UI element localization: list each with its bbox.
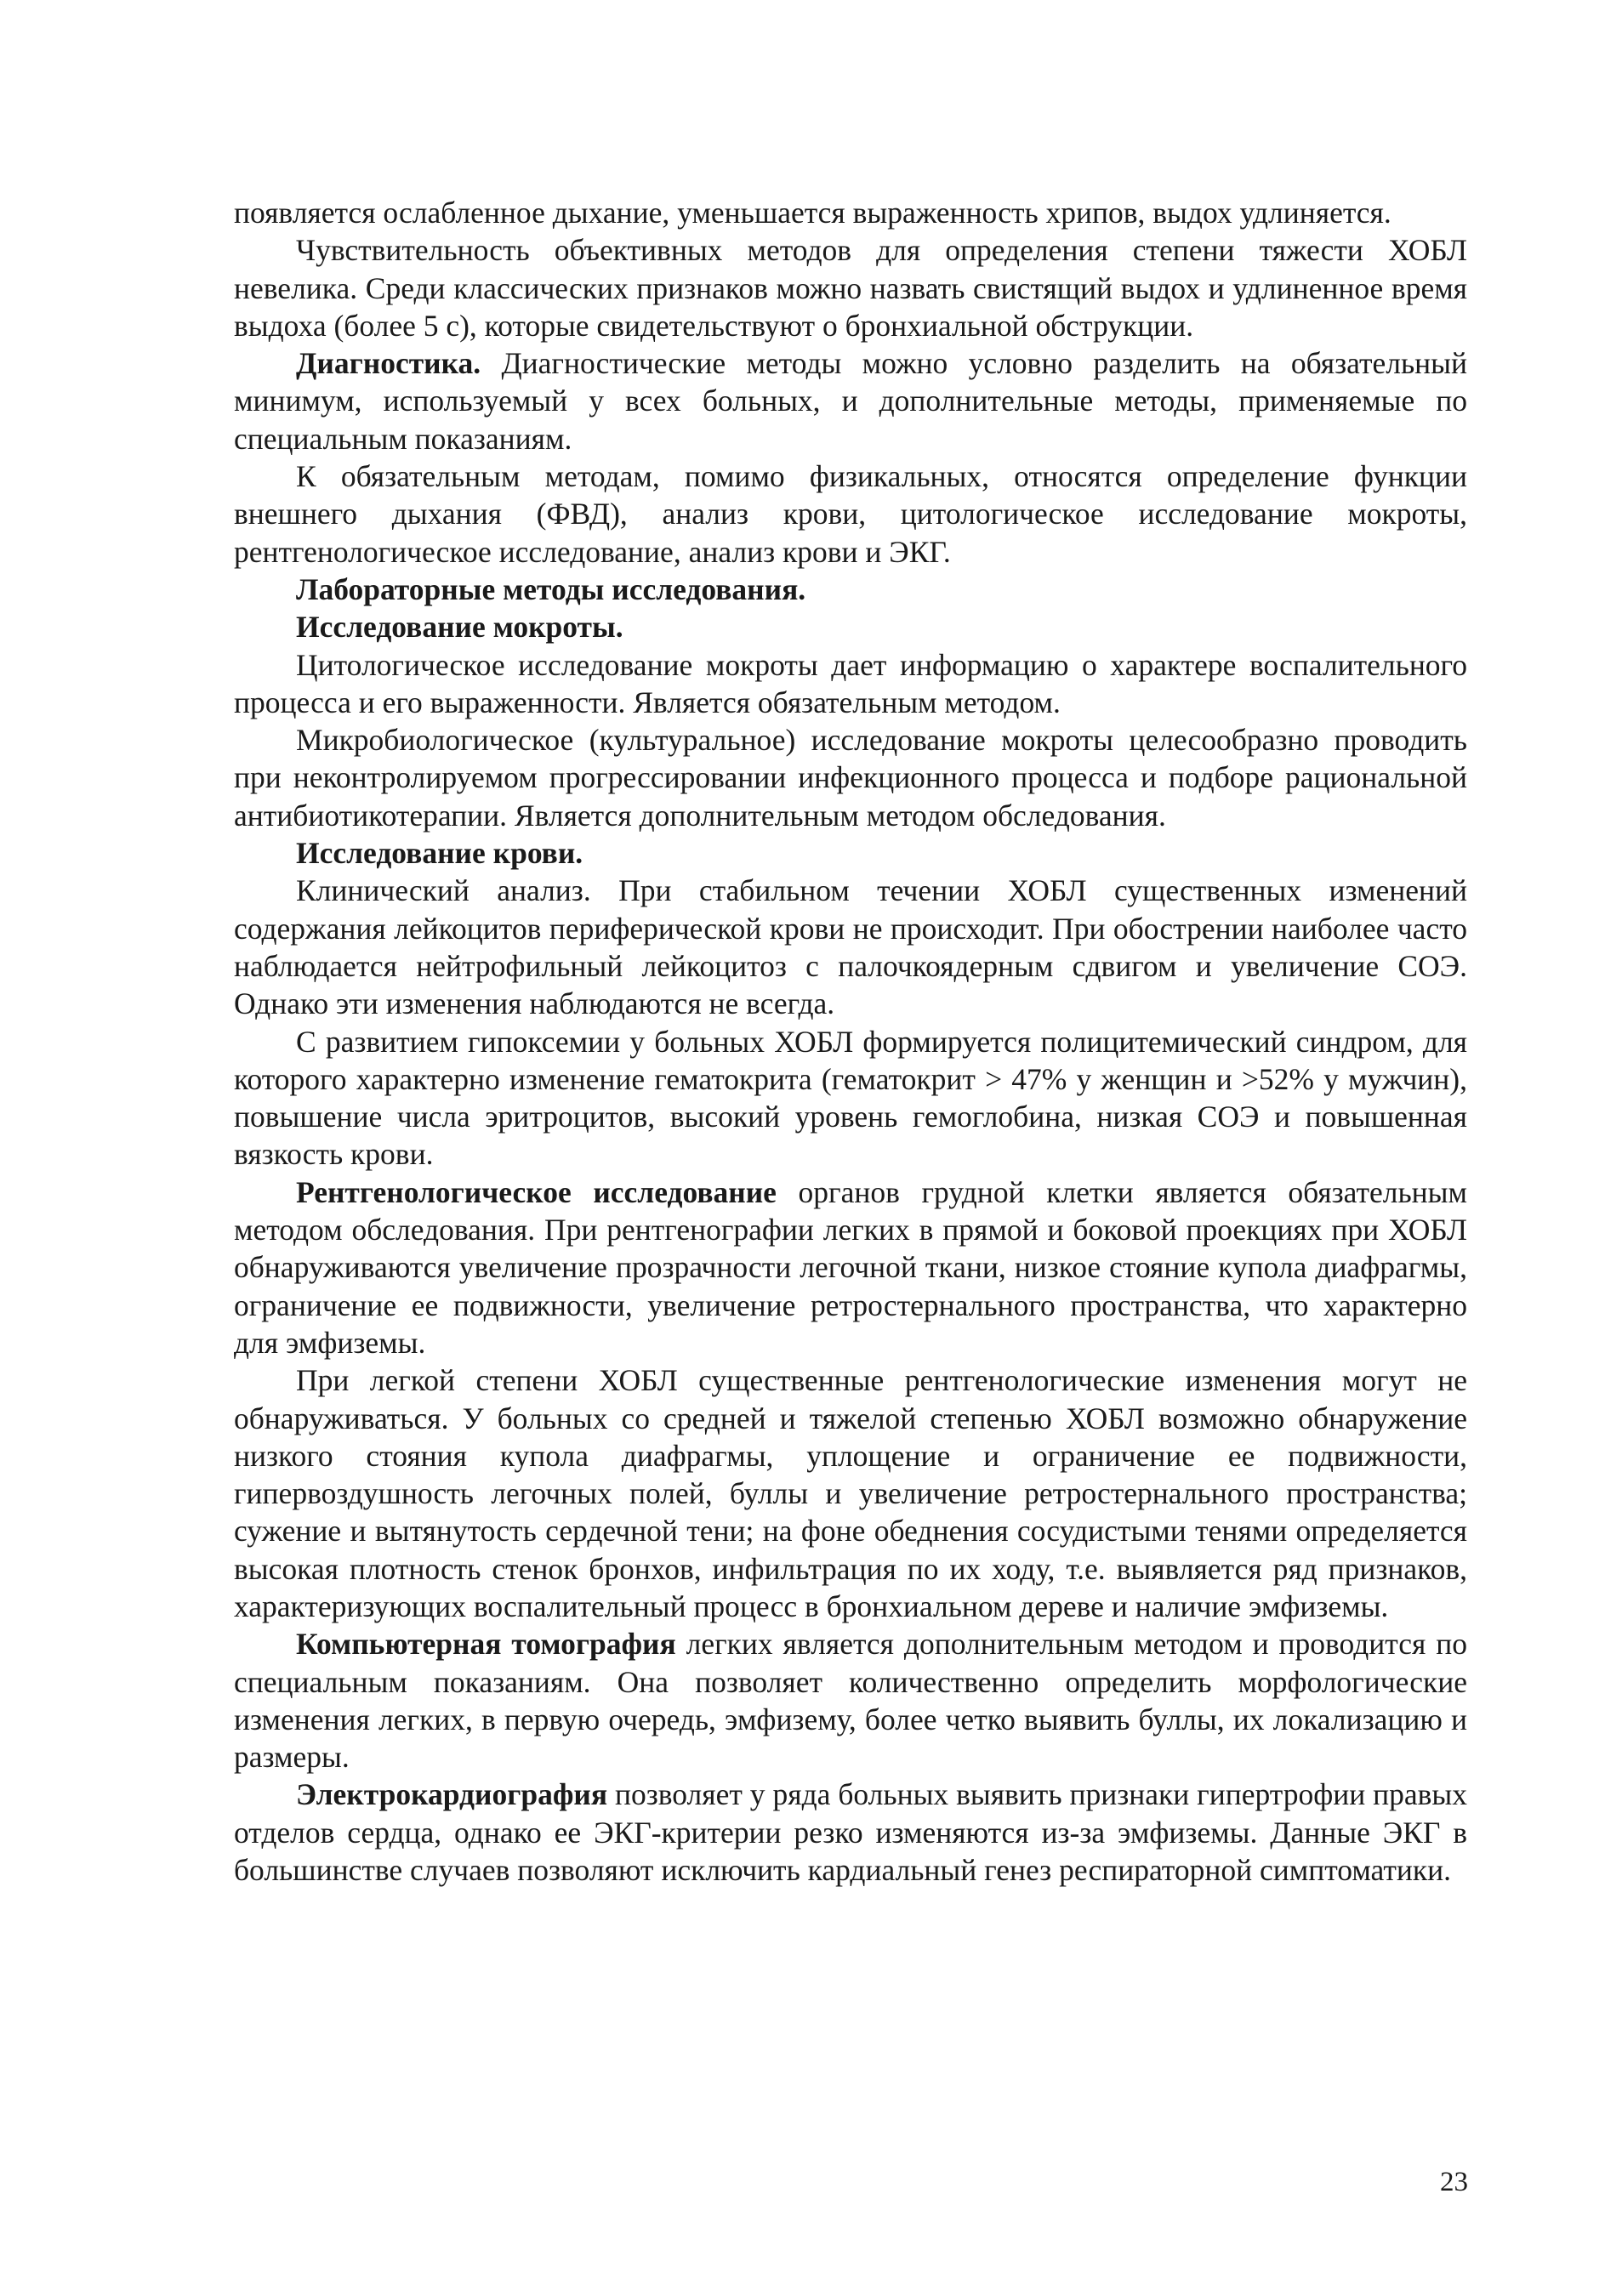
- paragraph-ct: Компьютерная томография легких является дополнительным методом и проводится по специальным показаниям. Она позволяет количественно определить морфологические изменения легких, в первую очередь, эмфизему, более четко выявить буллы, их локализацию и размеры.: [234, 1627, 1467, 1775]
- paragraph-cytology: Цитологическое исследование мокроты дает информацию о характере воспалительного процесса и его выраженности. Является обязательным методом.: [234, 647, 1467, 719]
- paragraph-continuation: появляется ослабленное дыхание, уменьшается выраженность хрипов, выдох удлиняется.: [234, 196, 1392, 230]
- paragraph-radiology: Рентгенологическое исследование органов грудной клетки является обязательным методом обследования. При рентгенографии легких в прямой и боковой проекциях при ХОБЛ обнаруживаются увеличение прозрачности легочной ткани, низкое стояние купола диафрагмы, ограничение ее подвижности, увеличение ретростернального пространства, что характерно для эмфиземы.: [234, 1174, 1467, 1360]
- heading-sputum-study: Исследование мокроты.: [296, 610, 623, 645]
- paragraph-sensitivity: Чувствительность объективных методов для определения степени тяжести ХОБЛ невелика. Среди классических признаков можно назвать свистящий выдох и удлиненное время выдоха (более 5 с), которые свидетельствуют о бронхиальной обструкции.: [234, 233, 1467, 343]
- paragraph-hypoxemia: С развитием гипоксемии у больных ХОБЛ формируется полицитемический синдром, для которого характерно изменение гематокрита (гематокрит > 47% у женщин и >52% у мужчин), повышение числа эритроцитов, высокий уровень гемоглобина, низкая СОЭ и повышенная вязкость крови.: [234, 1024, 1467, 1172]
- page-number: 23: [1440, 2167, 1468, 2197]
- paragraph-mandatory-methods: К обязательным методам, помимо физикальных, относятся определение функции внешнего дыхания (ФВД), анализ крови, цитологическое исследование мокроты, рентгенологическое исследование, анализ крови и ЭКГ.: [234, 459, 1467, 569]
- heading-lab-methods: Лабораторные методы исследования.: [296, 571, 806, 606]
- paragraph-radiology-findings: При легкой степени ХОБЛ существенные рентгенологические изменения могут не обнаруживаться. У больных со средней и тяжелой степенью ХОБЛ возможно обнаружение низкого стояния купола диафрагмы, уплощение и ограничение ее подвижности, гипервоздушность легочных полей, буллы и увеличение ретростернального пространства; сужение и вытянутость сердечной тени; на фоне обеднения сосудистыми тенями определяется высокая плотность стенок бронхов, инфильтрация по их ходу, т.е. выявляется ряд признаков, характеризующих воспалительный процесс в бронхиальном дереве и наличие эмфиземы.: [234, 1363, 1467, 1623]
- heading-blood-study: Исследование крови.: [296, 836, 583, 871]
- term-radiology: Рентгенологическое исследование: [296, 1174, 777, 1209]
- paragraph-microbiology: Микробиологическое (культуральное) исследование мокроты целесообразно проводить при неконтролируемом прогрессировании инфекционного процесса и подборе рациональной антибиотикотерапии. Является дополнительным методом обследования.: [234, 723, 1467, 833]
- body-text: [234, 194, 1467, 1889]
- term-diagnostics: Диагностика.: [296, 346, 481, 381]
- paragraph-diagnostics: Диагностика. Диагностические методы можно условно разделить на обязательный минимум, используемый у всех больных, и дополнительные методы, применяемые по специальным показаниям.: [234, 346, 1467, 456]
- term-ecg: Электрокардиография: [296, 1777, 608, 1812]
- paragraph-ecg: Электрокардиография позволяет у ряда больных выявить признаки гипертрофии правых отделов сердца, однако ее ЭКГ-критерии резко изменяются из-за эмфиземы. Данные ЭКГ в большинстве случаев позволяют исключить кардиальный генез респираторной симптоматики.: [234, 1777, 1467, 1888]
- paragraph-clinical-analysis: Клинический анализ. При стабильном течении ХОБЛ существенных изменений содержания лейкоцитов периферической крови не происходит. При обострении наиболее часто наблюдается нейтрофильный лейкоцитоз с палочкоядерным сдвигом и увеличение СОЭ. Однако эти изменения наблюдаются не всегда.: [234, 873, 1467, 1021]
- term-ct: Компьютерная томография: [296, 1627, 676, 1662]
